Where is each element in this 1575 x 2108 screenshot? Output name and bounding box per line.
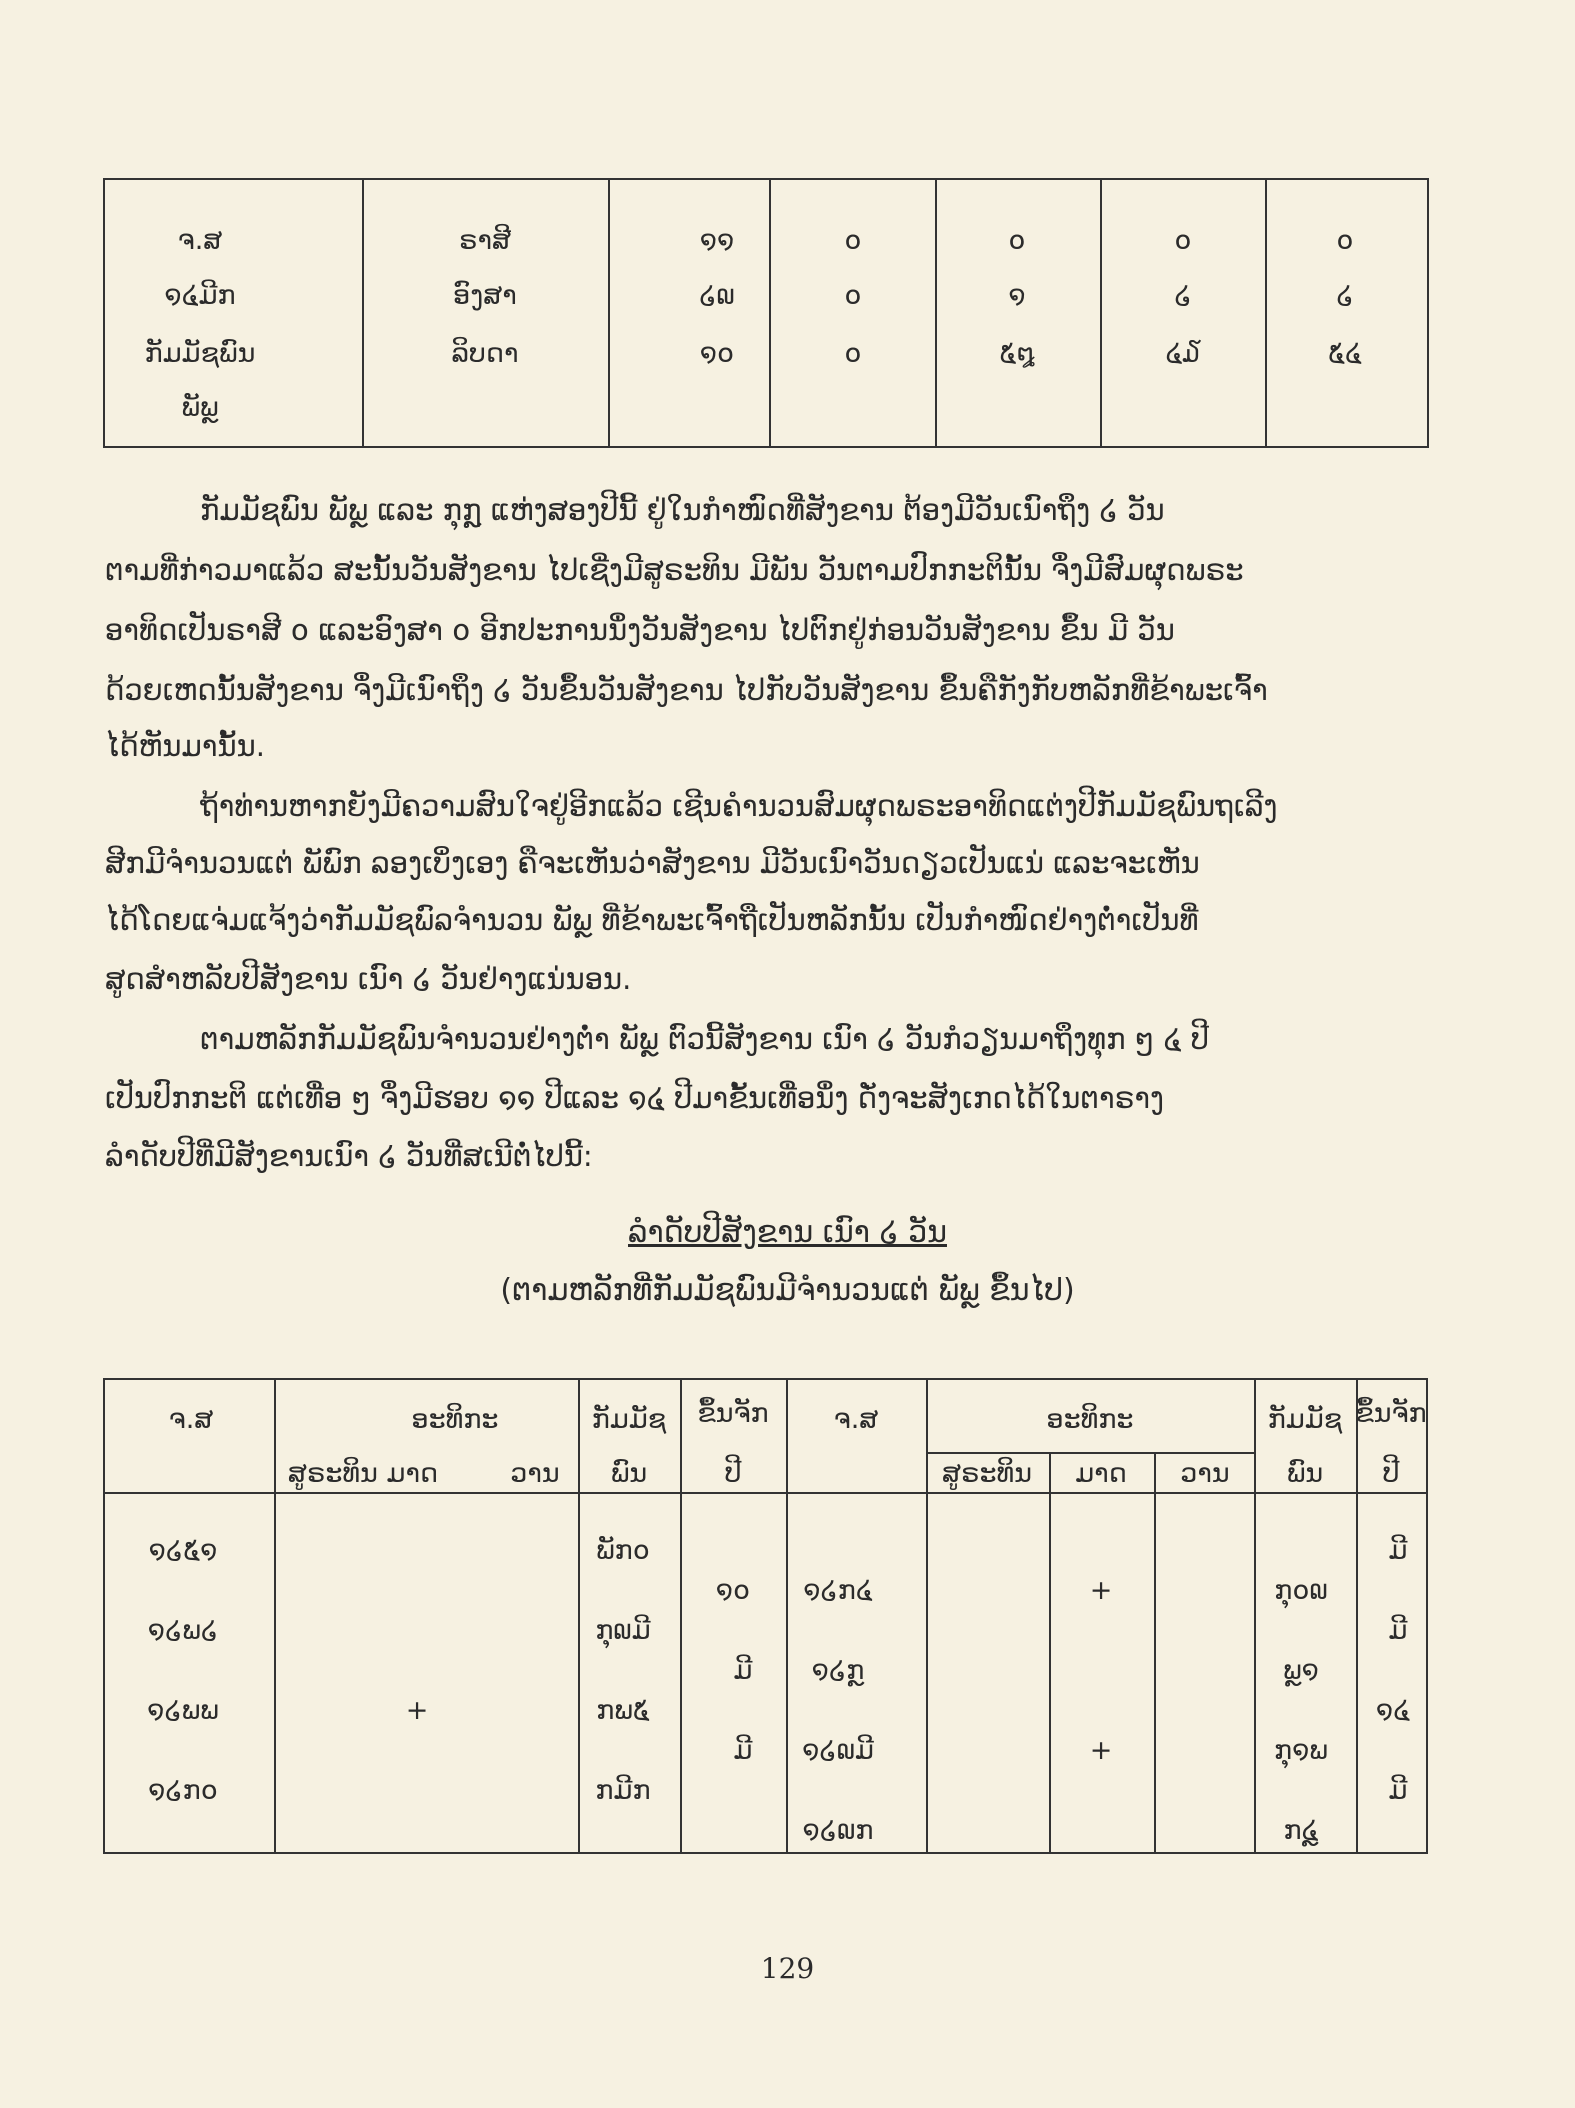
column-divider [1254,1380,1256,1852]
cycle-cell: ມີ [733,1735,753,1766]
text-line: ຕາມທີ່ກ່າວມາແລ້ວ ສະນັ້ນວັນສັງຂານ ໄປເຊີ່ງມີສູຣະທິນ ມີພັນ ວັນຕາມປົກກະຕິນັ້ນ ຈຶ່ງມີສົມຜຸດພຣະ [105,553,1244,587]
table-cell: ໔໓ [1165,338,1201,369]
cycle-cell: ໑໔ [1375,1695,1411,1726]
text-line: ໄດ້ໂດຍແຈ່ມແຈ້ງວ່າກັມມັຊພົລຈໍານວນ ພັພຼ ທີ່ຂ້າພະເຈົ້າຖືເປັນຫລັກນັ້ນ ເປັນກໍາໜົດຢ່າງຕໍ່າເປັນທີ່ [105,903,1199,937]
text-line: ເປັນປົກກະຕິ ແຕ່ເທື່ອ ໆ ຈຶ່ງມີຮອບ ໑໑ ປີແລະ ໑໔ ປີມາຂັ້ນເທື່ອນຶ່ງ ດັ່ງຈະສັງເກດໄດ້ໃນຕາຣາງ [105,1081,1165,1115]
row-divider [103,1492,1428,1494]
row-divider [926,1452,1254,1454]
column-divider [1049,1452,1051,1852]
cycle-cell: ມີ [1388,1535,1408,1566]
text-line: ຖ້າທ່ານຫາກຍັງມີຄວາມສົນໃຈຢູ່ອີກແລ້ວ ເຊີນຄໍານວນສົມຜຸດພຣະອາທິດແຕ່ງປີກັມມັຊພົນຖເລີງ [200,789,1278,823]
table-cell: ລິບດາ [451,338,519,369]
column-divider [1356,1380,1358,1852]
table-cell: ໑໐ [699,338,735,369]
kammachapon-cell: ພັກ໐ [596,1535,650,1566]
table-cell: ອົງສາ [453,280,517,311]
header-cell: ກັມມັຊ [1267,1404,1343,1435]
text-line: ລໍາດັບປີທີ່ມີສັງຂານເນົາ ໒ ວັນທີ່ສເນີຕໍ່ໄປນີ້: [105,1139,593,1173]
cycle-cell: ມີ [1388,1775,1408,1806]
column-divider [103,1380,105,1852]
table-cell: ພັພຼ [181,392,219,423]
year-cell: ໑໒ພພ [147,1695,219,1726]
table-cell: ໐ [844,225,862,256]
column-divider [926,1380,928,1852]
column-divider [935,180,937,446]
column-divider [1100,180,1102,446]
text-line: ຕາມຫລັກກັມມັຊພົນຈໍານວນຢ່າງຕໍ່າ ພັພຼ ຕົວນີ້ສັງຂານ ເນົາ ໒ ວັນກໍວຽນມາຖຶງທຸກ ໆ ໔ ປີ [200,1022,1209,1056]
table-cell: ໕໔ [1328,338,1362,369]
header-cell: ຂຶ້ນຈັກ [697,1398,769,1429]
kammachapon-cell: ກມີກ [595,1775,651,1806]
kammachapon-cell: ກ໔ຼ [1283,1815,1319,1846]
header-cell: ສູຣະທິນ ມາດ [287,1458,439,1489]
table-cell: ໐ [844,280,862,311]
plus-mark: + [405,1695,429,1726]
bottom-table [103,1378,1428,1854]
cycle-cell: ມີ [733,1655,753,1686]
table-cell: ໐ [1008,225,1026,256]
table-cell: ໕໘ [999,338,1035,369]
column-divider [786,1380,788,1852]
page-number: 129 [760,1952,815,1985]
year-cell: ໑໒ກຼ [811,1655,865,1686]
column-divider [1265,180,1267,446]
column-divider [1154,1452,1156,1852]
table-cell: ໐ [1336,225,1354,256]
header-cell: ກັມມັຊ [591,1404,667,1435]
header-cell: ອະທິກະ [1046,1404,1134,1435]
kammachapon-cell: ກຸ໐໙ [1274,1575,1328,1606]
table-caption-title [0,1215,1575,1250]
column-divider [362,180,364,446]
header-cell: ພົນ [610,1458,648,1489]
top-table [103,178,1429,448]
year-cell: ໑໒ພ໒ [147,1615,219,1646]
table-cell: ໑໔ມີກ [164,280,236,311]
year-cell: ໑໒ກ໔ [803,1575,873,1606]
table-cell: ໒ [1174,280,1192,311]
caption-title-text: ລໍາດັບປີສັງຂານ ເນົາ ໒ ວັນ [628,1215,947,1250]
text-line: ກັມມັຊພົນ ພັພຼ ແລະ ກຸ໗ຼ ແຫ່ງສອງປີນີ້ ຢູ່ໃນກໍາໜົດທີ່ສັງຂານ ຕ້ອງມີວັນເນົາຖຶງ ໒ ວັນ [200,493,1165,527]
plus-mark: + [1089,1575,1113,1606]
header-cell: ຂຶ້ນຈັກ [1355,1398,1427,1429]
table-cell: ໐ [1174,225,1192,256]
plus-mark: + [1089,1735,1113,1766]
header-cell: ຈ.ສ [168,1404,214,1435]
column-divider [578,1380,580,1852]
column-divider [274,1380,276,1852]
table-cell: ໒ [1336,280,1354,311]
year-cell: ໑໒໙ມີ [802,1735,874,1766]
text-line: ໄດ້ຫັນມານັ້ນ. [105,729,265,763]
header-cell: ປີ [1382,1458,1400,1489]
header-cell: ປີ [724,1458,742,1489]
table-cell: ໑໑ [699,225,735,256]
column-divider [769,180,771,446]
table-cell: ໐ [844,338,862,369]
header-cell: ພົນ [1286,1458,1324,1489]
text-line: ສີກມີຈໍານວນແຕ່ ພັພົກ ລອງເບິ່ງເອງ ຄືຈະເຫັນວ່າສັງຂານ ມີວັນເນົາວັນດຽວເປັນແນ່ ແລະຈະເຫັນ [105,846,1200,880]
year-cell: ໑໒ກ໐ [148,1775,218,1806]
year-cell: ໑໒໙ກ [802,1815,874,1846]
table-cell: ກັມມັຊພົນ [144,338,256,369]
text-line: ສູດສໍາຫລັບປີສັງຂານ ເນົາ ໒ ວັນຢ່າງແນ່ນອນ. [105,962,632,996]
cycle-cell: ມີ [1388,1615,1408,1646]
header-cell: ວານ [510,1458,560,1489]
header-cell: ວານ [1180,1458,1230,1489]
text-line: ດ້ວຍເຫດນັ້ນສັງຂານ ຈຶ່ງມີເນົາຖຶງ ໒ ວັນຂຶ້ນວັນສັງຂານ ໄປກັບວັນສັງຂານ ຂຶ້ນຄືກັງກັບຫລັກທີ່ຂ້າພະເຈົ້າ [105,673,1268,707]
kammachapon-cell: ກຸ໙ມີ [595,1615,651,1646]
header-cell: ມາດ [1075,1458,1127,1489]
column-divider [608,180,610,446]
header-cell: ອະທິກະ [411,1404,499,1435]
text-line: ອາທິດເປັນຣາສີ ໐ ແລະອົງສາ ໐ ອີກປະການນຶ່ງວັນສັງຂານ ໄປຕົກຢູ່ກ່ອນວັນສັງຂານ ຂຶ້ນ ມີ ວັນ [105,613,1175,647]
table-cell: ຈ.ສ [177,225,223,256]
kammachapon-cell: ພຼ໑ [1283,1655,1319,1686]
table-cell: ໒໙ [699,280,735,311]
column-divider [1426,1380,1428,1852]
header-cell: ຈ.ສ [833,1404,879,1435]
table-caption-subtitle: (ຕາມຫລັກທີ່ກັມມັຊພົນມີຈໍານວນແຕ່ ພັພຼ ຂຶ້ນໄປ) [500,1273,1075,1308]
kammachapon-cell: ກພ໕ [596,1695,650,1726]
cycle-cell: ໑໐ [715,1575,751,1606]
kammachapon-cell: ກຸ໑ພ [1274,1735,1328,1766]
table-cell: ຣາສີ [459,225,511,256]
table-cell: ໑ [1008,280,1026,311]
year-cell: ໑໒໕໑ [148,1535,218,1566]
header-cell: ສູຣະທິນ [942,1458,1032,1489]
column-divider [680,1380,682,1852]
